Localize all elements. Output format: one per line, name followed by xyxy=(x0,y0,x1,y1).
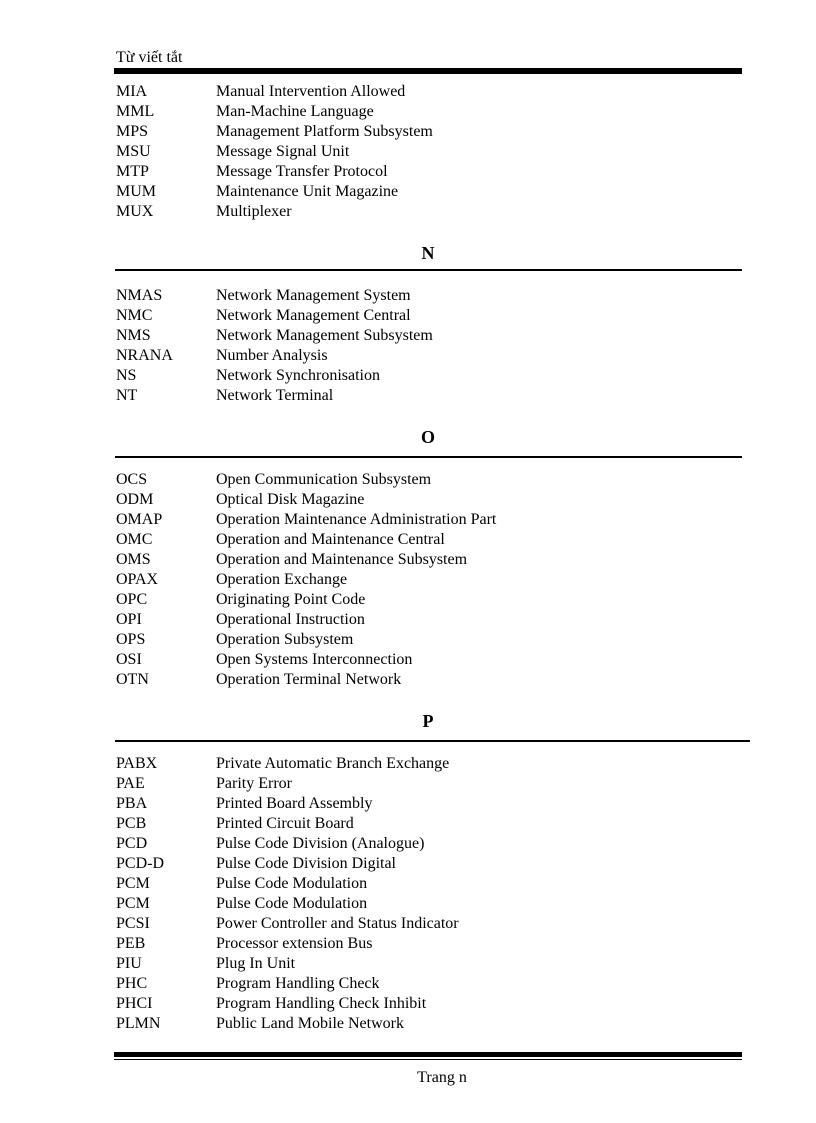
abbreviation-row xyxy=(0,994,816,1014)
abbreviation-term: PCSI xyxy=(116,915,150,932)
abbreviation-term: PCD-D xyxy=(116,855,165,872)
abbreviation-definition: Printed Board Assembly xyxy=(216,795,373,812)
abbreviation-term: PAE xyxy=(116,775,145,792)
footer-rule-thin xyxy=(114,1059,742,1060)
abbreviation-row xyxy=(0,510,816,530)
abbreviation-term: NMC xyxy=(116,307,153,324)
abbreviation-term: PLMN xyxy=(116,1015,161,1032)
abbreviation-definition: Message Transfer Protocol xyxy=(216,163,388,180)
section-rule xyxy=(115,740,750,742)
abbreviation-row xyxy=(0,774,816,794)
abbreviation-definition: Operation and Maintenance Central xyxy=(216,531,445,548)
abbreviation-term: NT xyxy=(116,387,138,404)
abbreviation-term: MSU xyxy=(116,143,151,160)
abbreviation-definition: Operation and Maintenance Subsystem xyxy=(216,551,468,568)
abbreviation-definition: Program Handling Check xyxy=(216,975,380,992)
footer-rule-thick xyxy=(114,1052,742,1057)
abbreviation-definition: Maintenance Unit Magazine xyxy=(216,183,399,200)
section-heading-n: N xyxy=(421,243,435,263)
abbreviation-definition: Public Land Mobile Network xyxy=(216,1015,404,1032)
abbreviation-definition: Optical Disk Magazine xyxy=(216,491,365,508)
abbreviation-term: OPAX xyxy=(116,571,159,588)
abbreviation-definition: Printed Circuit Board xyxy=(216,815,354,832)
abbreviation-term: MPS xyxy=(116,123,149,140)
abbreviation-definition: Manual Intervention Allowed xyxy=(216,83,406,100)
abbreviation-row xyxy=(0,874,816,894)
abbreviation-definition: Operation Subsystem xyxy=(216,631,354,648)
abbreviation-row xyxy=(0,934,816,954)
abbreviation-term: PCB xyxy=(116,815,147,832)
abbreviation-row xyxy=(0,202,816,222)
abbreviation-row xyxy=(0,794,816,814)
abbreviation-definition: Open Communication Subsystem xyxy=(216,471,432,488)
abbreviation-definition: Pulse Code Division (Analogue) xyxy=(216,835,425,852)
header-rule xyxy=(114,68,742,74)
abbreviation-row xyxy=(0,630,816,650)
section-rule xyxy=(115,269,742,271)
abbreviation-term: NS xyxy=(116,367,137,384)
abbreviation-term: PHC xyxy=(116,975,148,992)
abbreviation-term: NMS xyxy=(116,327,151,344)
abbreviation-term: OPC xyxy=(116,591,148,608)
abbreviation-term: OTN xyxy=(116,671,149,688)
abbreviation-row xyxy=(0,490,816,510)
abbreviation-definition: Operation Maintenance Administration Part xyxy=(216,511,497,528)
abbreviation-definition: Plug In Unit xyxy=(216,955,296,972)
abbreviation-row xyxy=(0,102,816,122)
abbreviation-row xyxy=(0,366,816,386)
abbreviation-row xyxy=(0,974,816,994)
abbreviation-term: OPI xyxy=(116,611,142,628)
abbreviation-row xyxy=(0,346,816,366)
abbreviation-row xyxy=(0,142,816,162)
abbreviation-row xyxy=(0,570,816,590)
abbreviation-definition: Open Systems Interconnection xyxy=(216,651,413,668)
abbreviation-term: OCS xyxy=(116,471,148,488)
abbreviation-definition: Pulse Code Modulation xyxy=(216,895,368,912)
abbreviation-row xyxy=(0,670,816,690)
abbreviation-definition: Parity Error xyxy=(216,775,292,792)
section-rule xyxy=(115,456,742,458)
abbreviation-definition: Network Management Central xyxy=(216,307,411,324)
abbreviation-term: PABX xyxy=(116,755,158,772)
abbreviation-definition: Operational Instruction xyxy=(216,611,365,628)
abbreviation-term: PCM xyxy=(116,895,150,912)
abbreviation-row xyxy=(0,286,816,306)
abbreviation-term: PBA xyxy=(116,795,148,812)
abbreviation-definition: Multiplexer xyxy=(216,203,292,220)
abbreviation-row xyxy=(0,894,816,914)
abbreviation-definition: Message Signal Unit xyxy=(216,143,350,160)
section-heading-o: O xyxy=(420,427,435,447)
abbreviation-definition: Originating Point Code xyxy=(216,591,366,608)
abbreviation-term: MML xyxy=(116,103,155,120)
abbreviation-term: OMC xyxy=(116,531,153,548)
abbreviation-definition: Network Synchronisation xyxy=(216,367,380,384)
abbreviation-term: NMAS xyxy=(116,287,163,304)
abbreviation-definition: Network Management Subsystem xyxy=(216,327,433,344)
abbreviation-row xyxy=(0,650,816,670)
abbreviation-term: NRANA xyxy=(116,347,173,364)
abbreviation-term: ODM xyxy=(116,491,154,508)
abbreviation-definition: Processor extension Bus xyxy=(216,935,373,952)
abbreviation-definition: Network Terminal xyxy=(216,387,334,404)
abbreviation-term: OPS xyxy=(116,631,146,648)
section-heading-p: P xyxy=(422,711,434,731)
abbreviation-row xyxy=(0,914,816,934)
abbreviation-definition: Pulse Code Modulation xyxy=(216,875,368,892)
abbreviation-row xyxy=(0,470,816,490)
abbreviation-row xyxy=(0,182,816,202)
abbreviation-row xyxy=(0,326,816,346)
abbreviation-term: MUX xyxy=(116,203,154,220)
abbreviation-definition: Operation Terminal Network xyxy=(216,671,402,688)
abbreviation-row xyxy=(0,122,816,142)
abbreviation-definition: Program Handling Check Inhibit xyxy=(216,995,427,1012)
page-number: Trang n xyxy=(417,1069,467,1086)
abbreviation-definition: Number Analysis xyxy=(216,347,328,364)
abbreviation-definition: Private Automatic Branch Exchange xyxy=(216,755,450,772)
abbreviation-term: PEB xyxy=(116,935,146,952)
abbreviation-term: PCD xyxy=(116,835,148,852)
abbreviation-row xyxy=(0,754,816,774)
abbreviation-row xyxy=(0,1014,816,1034)
abbreviation-term: OMS xyxy=(116,551,151,568)
abbreviation-row xyxy=(0,610,816,630)
abbreviation-row xyxy=(0,590,816,610)
abbreviation-definition: Man-Machine Language xyxy=(216,103,374,120)
abbreviation-definition: Network Management System xyxy=(216,287,411,304)
abbreviation-row xyxy=(0,162,816,182)
abbreviation-term: PCM xyxy=(116,875,150,892)
abbreviation-definition: Power Controller and Status Indicator xyxy=(216,915,459,932)
abbreviation-row xyxy=(0,306,816,326)
abbreviation-definition: Operation Exchange xyxy=(216,571,348,588)
abbreviation-row xyxy=(0,834,816,854)
abbreviation-term: OMAP xyxy=(116,511,163,528)
abbreviation-definition: Management Platform Subsystem xyxy=(216,123,433,140)
abbreviation-term: MIA xyxy=(116,83,148,100)
abbreviation-row xyxy=(0,814,816,834)
page-header-title: Từ viết tắt xyxy=(116,49,183,66)
abbreviation-row xyxy=(0,82,816,102)
abbreviation-term: OSI xyxy=(116,651,142,668)
abbreviation-term: PIU xyxy=(116,955,142,972)
abbreviation-definition: Pulse Code Division Digital xyxy=(216,855,396,872)
abbreviation-row xyxy=(0,954,816,974)
abbreviation-row xyxy=(0,386,816,406)
abbreviation-row xyxy=(0,550,816,570)
abbreviation-term: MUM xyxy=(116,183,157,200)
abbreviation-term: MTP xyxy=(116,163,149,180)
abbreviation-row xyxy=(0,854,816,874)
abbreviation-row xyxy=(0,530,816,550)
abbreviation-term: PHCI xyxy=(116,995,153,1012)
